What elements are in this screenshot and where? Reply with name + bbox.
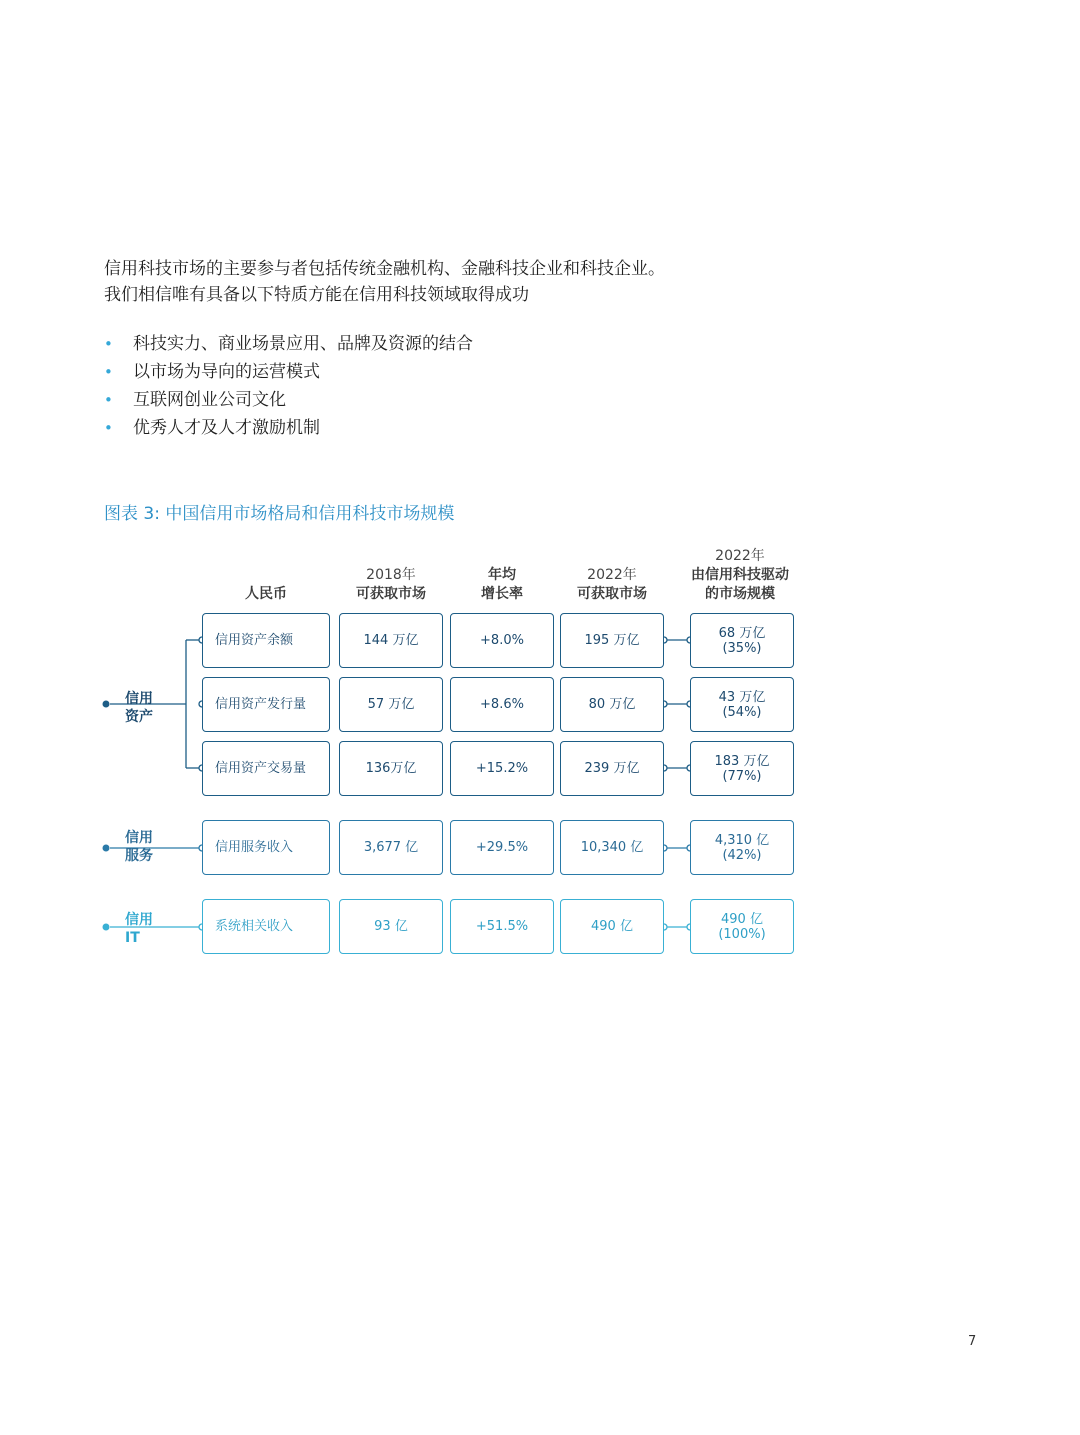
header-cagr: 年均 增长率 [481,567,523,602]
trait-item: • 优秀人才及人才激励机制 [104,414,473,442]
market-2018-cell: 93 亿 [339,899,443,954]
market-2022-cell: 195 万亿 [560,613,664,668]
cagr-cell: +29.5% [450,820,554,875]
cagr-cell: +15.2% [450,741,554,796]
group-dot-icon [103,924,110,931]
row-label-cell: 系统相关收入 [202,899,330,954]
group-label-it: 信用 IT [125,912,153,946]
header-2018: 2018年 可获取市场 [356,567,426,602]
market-2022-cell: 239 万亿 [560,741,664,796]
row-label-cell: 信用资产发行量 [202,677,330,732]
market-2022-cell: 80 万亿 [560,677,664,732]
figure-title: 图表 3: 中国信用市场格局和信用科技市场规模 [104,504,455,524]
header-rmb: 人民币 [245,586,287,602]
trait-item: • 以市场为导向的运营模式 [104,358,473,386]
header-2022: 2022年 可获取市场 [577,567,647,602]
market-2022-cell: 490 亿 [560,899,664,954]
cagr-cell: +8.6% [450,677,554,732]
page-number: 7 [968,1334,977,1349]
market-2018-cell: 57 万亿 [339,677,443,732]
group-label-services: 信用 服务 [125,830,153,864]
row-label-cell: 信用资产交易量 [202,741,330,796]
cagr-cell: +51.5% [450,899,554,954]
row-label-cell: 信用资产余额 [202,613,330,668]
intro-line-2: 我们相信唯有具备以下特质方能在信用科技领域取得成功 [104,285,529,305]
trait-item: • 科技实力、商业场景应用、品牌及资源的结合 [104,330,473,358]
tech-driven-cell: 183 万亿 (77%) [690,741,794,796]
tech-driven-cell: 490 亿 (100%) [690,899,794,954]
row-label-cell: 信用服务收入 [202,820,330,875]
header-tech-driven: 2022年 由信用科技驱动 的市场规模 [691,548,789,602]
market-2018-cell: 136万亿 [339,741,443,796]
bullet-dot-icon: • [104,363,113,381]
market-2022-cell: 10,340 亿 [560,820,664,875]
tech-driven-cell: 68 万亿 (35%) [690,613,794,668]
tech-driven-cell: 4,310 亿 (42%) [690,820,794,875]
cagr-cell: +8.0% [450,613,554,668]
intro-line-1: 信用科技市场的主要参与者包括传统金融机构、金融科技企业和科技企业。 [104,259,665,279]
bullet-dot-icon: • [104,419,113,437]
bullet-dot-icon: • [104,391,113,409]
bullet-dot-icon: • [104,335,113,353]
trait-item: • 互联网创业公司文化 [104,386,473,414]
market-2018-cell: 144 万亿 [339,613,443,668]
group-dot-icon [103,845,110,852]
tech-driven-cell: 43 万亿 (54%) [690,677,794,732]
group-label-assets: 信用 资产 [125,691,153,725]
group-dot-icon [103,701,110,708]
market-2018-cell: 3,677 亿 [339,820,443,875]
